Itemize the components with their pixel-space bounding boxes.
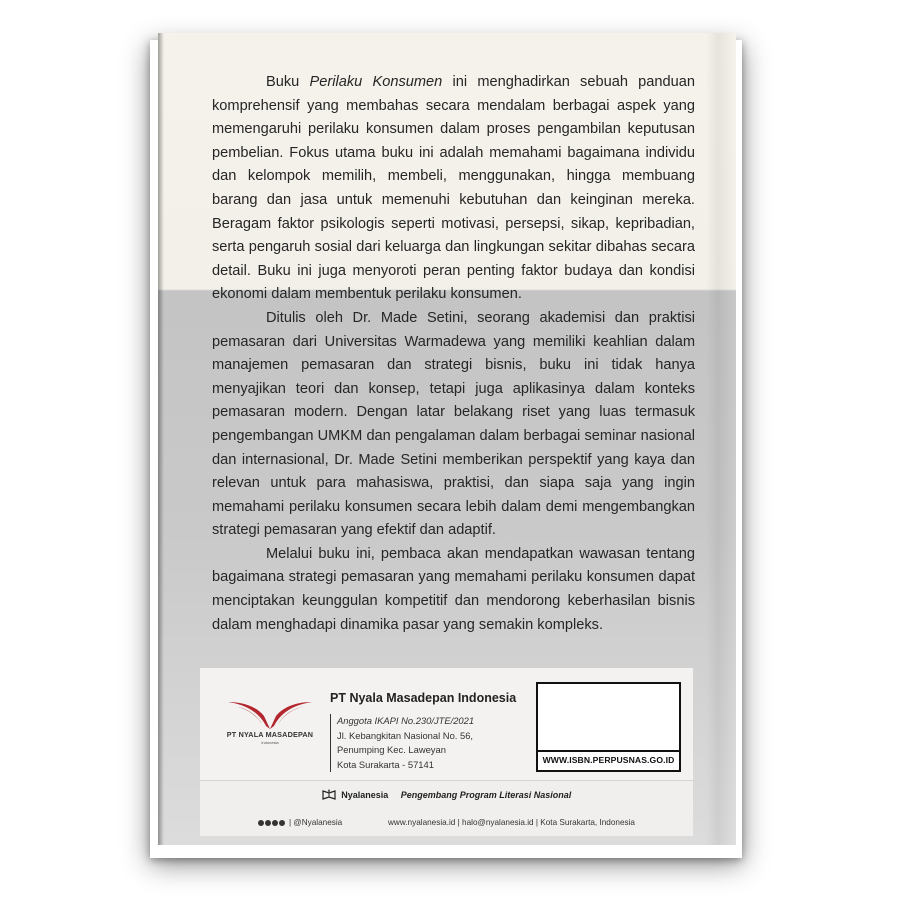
flame-wings-icon [226,696,314,730]
address-line-3: Kota Surakarta - 57141 [337,758,434,770]
publisher-name: PT Nyala Masadepan Indonesia [330,691,517,705]
blurb-paragraph-3: Melalui buku ini, pembaca akan mendapatkan wawasan tentang bagaimana strategi pemasaran yang memahami perilaku konsumen dapat menciptakan keunggulan kompetitif dan mendorong keberhasilan bisnis dalam menghadapi dinamika pasar yang semakin kompleks. [212,545,695,633]
whatsapp-icon [258,820,264,826]
panel-divider [200,780,693,781]
book-flame-icon [322,789,336,800]
book-edge-shade [706,33,736,845]
book-title: Perilaku Konsumen [309,74,443,90]
youtube-icon [279,820,285,826]
book-spine-shade [158,33,164,845]
tagline-row [200,790,693,800]
publisher-panel [200,668,693,836]
publisher-logo [222,696,312,756]
logo-subtext: Indonesia [261,740,279,745]
ikapi-membership: Anggota IKAPI No.230/JTE/2021 [337,715,475,726]
blurb-paragraph-2: Ditulis oleh Dr. Made Setini, seorang akademisi dan praktisi pemasaran dari Universitas Warmadewa yang memiliki keahlian dalam manajemen pemasaran dan strategi bisnis, buku ini tidak hanya menyajikan teori dan konsep, tetapi juga aplikasinya dalam konteks pemasaran modern. Dengan latar belakang riset yang luas termasuk pengembangan UMKM dan pengalaman dalam berbagai seminar nasional dan internasional, Dr. Made Setini memberikan perspektif yang kaya dan relevan untuk para mahasiswa, praktisi, dan siapa saja yang ingin memahami perilaku konsumen secara lebih dalam demi mengembangkan strategi pemasaran yang efektif dan adaptif. [212,309,695,539]
contact-info: www.nyalanesia.id | halo@nyalanesia.id | Kota Surakarta, Indonesia [388,818,635,827]
publisher-info-area [200,668,693,780]
instagram-icon [272,820,278,826]
facebook-icon [265,820,271,826]
brand-name: Nyalanesia [341,790,389,800]
book-back-cover [158,33,736,845]
blurb-paragraph-1: Buku Perilaku Konsumen ini menghadirkan sebuah panduan komprehensif yang membahas secara mendalam berbagai aspek yang memengaruhi perilaku konsumen dalam proses pengambilan keputusan pembelian. Fokus utama buku ini adalah memahami bagaimana individu dan kelompok memilih, membeli, menggunakan, hingga membuang barang dan jasa untuk memenuhi kebutuhan dan keinginan mereka. Beragam faktor psikologis seperti motivasi, persepsi, sikap, kepribadian, serta pengaruh sosial dari keluarga dan lingkungan sekitar dibahas secara detail. Buku ini juga menyoroti peran penting faktor budaya dan kondisi ekonomi dalam membentuk perilaku konsumen. [212,74,695,303]
logo-wordmark: PT NYALA MASADEPAN [226,730,314,739]
isbn-barcode-box [536,682,681,772]
social-handle: | @Nyalanesia [289,818,343,827]
brand-motto: Pengembang Program Literasi Nasional [400,790,572,800]
back-cover-blurb [212,71,695,637]
address-line-1: Jl. Kebangkitan Nasional No. 56, [337,729,474,741]
social-media-icons [258,818,286,827]
address-line-2: Penumping Kec. Laweyan [337,744,446,755]
isbn-url-label: WWW.ISBN.PERPUSNAS.GO.ID [538,750,679,770]
social-info [258,818,342,827]
publisher-details [330,714,474,772]
